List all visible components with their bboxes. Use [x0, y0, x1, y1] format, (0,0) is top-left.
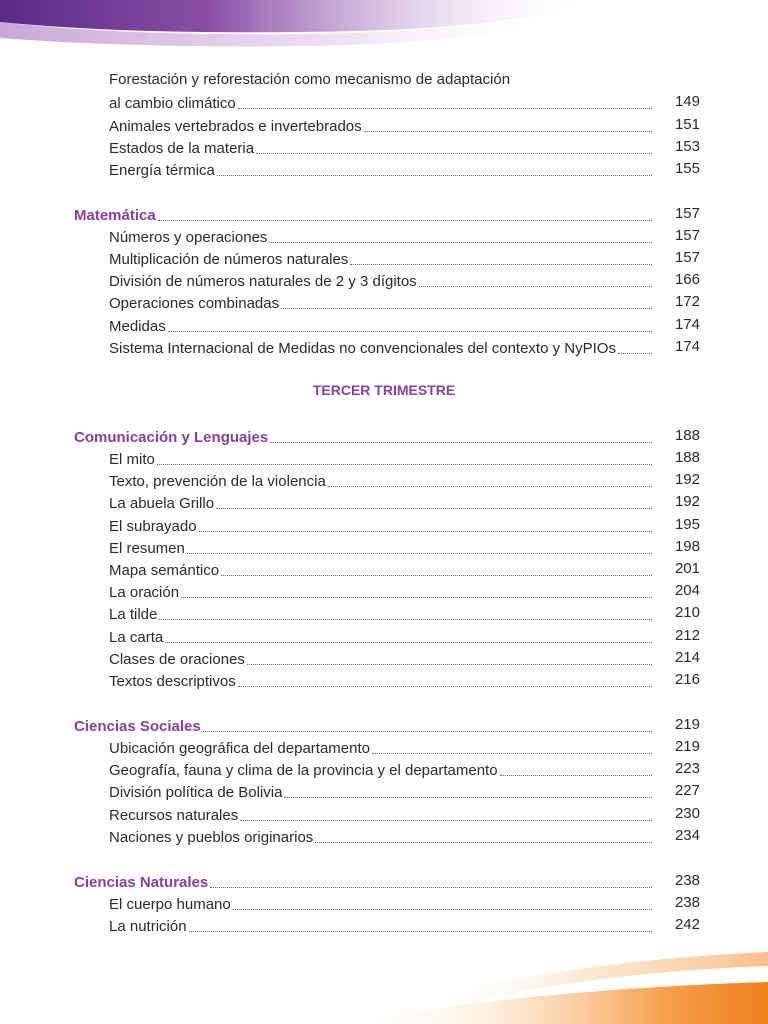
- toc-entry-label: Recursos naturales: [109, 807, 239, 824]
- toc-entry-label: La nutrición: [109, 918, 187, 935]
- page-number: 151: [674, 116, 700, 133]
- dot-leader: [233, 908, 652, 910]
- page-number: 204: [674, 582, 700, 599]
- toc-entry-label: Estados de la materia: [109, 140, 255, 157]
- page-number: 219: [674, 716, 700, 733]
- toc-entry: [0, 536, 768, 558]
- toc-entry: [0, 91, 768, 113]
- toc-entry: [0, 269, 768, 291]
- toc-entry: [0, 669, 768, 691]
- dot-leader: [618, 352, 652, 354]
- dot-leader: [419, 285, 652, 287]
- section-title: Comunicación y Lenguajes: [74, 429, 269, 446]
- page-number: 192: [674, 493, 700, 510]
- toc-entry: [0, 602, 768, 624]
- toc-entry-label: Energía térmica: [109, 162, 215, 179]
- page-number: 198: [674, 538, 700, 555]
- page-number: 201: [674, 560, 700, 577]
- toc-entry: [0, 291, 768, 313]
- dot-leader: [238, 107, 652, 109]
- page-number: 223: [674, 760, 700, 777]
- dot-leader: [187, 552, 652, 554]
- toc-entry-label: Texto, prevención de la violencia: [109, 473, 326, 490]
- toc-entry: [0, 136, 768, 158]
- toc-entry: [0, 114, 768, 136]
- toc-entry-label: al cambio climático: [109, 95, 236, 112]
- toc-entry-label: Números y operaciones: [109, 229, 268, 246]
- page-number: 227: [674, 782, 700, 799]
- dot-leader: [256, 152, 652, 154]
- page-number: 174: [674, 316, 700, 333]
- page-number: 230: [674, 805, 700, 822]
- toc-entry-label: Animales vertebrados e invertebrados: [109, 118, 362, 135]
- toc-entry: [0, 758, 768, 780]
- toc-entry-label: Naciones y pueblos originarios: [109, 829, 314, 846]
- trimester-heading: TERCER TRIMESTRE: [312, 382, 456, 398]
- page-number: 219: [674, 738, 700, 755]
- toc-entry-label: La carta: [109, 629, 164, 646]
- page-number: 166: [674, 271, 700, 288]
- toc-section-entry: [0, 714, 768, 736]
- page-number: 174: [674, 338, 700, 355]
- page-number: 157: [674, 249, 700, 266]
- toc-entry: [0, 469, 768, 491]
- dot-leader: [372, 752, 652, 754]
- dot-leader: [216, 507, 652, 509]
- toc-entry: [0, 314, 768, 336]
- toc-entry-label: Clases de oraciones: [109, 651, 245, 668]
- toc-entry: [0, 892, 768, 914]
- toc-entry-label: El subrayado: [109, 518, 197, 535]
- dot-leader: [500, 774, 652, 776]
- dot-leader: [240, 819, 652, 821]
- page-number: 192: [674, 471, 700, 488]
- dot-leader: [315, 841, 652, 843]
- dot-leader: [328, 485, 652, 487]
- toc-entry-label: Medidas: [109, 318, 166, 335]
- dot-leader: [270, 441, 652, 443]
- toc-entry-label: El resumen: [109, 540, 185, 557]
- page-number: 155: [674, 160, 700, 177]
- toc-section-entry: [0, 870, 768, 892]
- toc-entry-label: La oración: [109, 584, 180, 601]
- toc-entry-label: La tilde: [109, 606, 158, 623]
- page-number: 212: [674, 627, 700, 644]
- dot-leader: [269, 241, 652, 243]
- dot-leader: [165, 641, 652, 643]
- toc-entry: [0, 780, 768, 802]
- dot-leader: [364, 130, 652, 132]
- toc-entry-label: Mapa semántico: [109, 562, 220, 579]
- dot-leader: [210, 886, 652, 888]
- toc-entry-label: División política de Bolivia: [109, 784, 283, 801]
- toc-entry-label: Ubicación geográfica del departamento: [109, 740, 370, 757]
- dot-leader: [217, 174, 652, 176]
- toc-entry: [0, 247, 768, 269]
- page-number: 242: [674, 916, 700, 933]
- toc-entry: [0, 158, 768, 180]
- page-number: 234: [674, 827, 700, 844]
- section-title: Ciencias Naturales: [74, 874, 209, 891]
- toc-entry: [0, 514, 768, 536]
- section-title: Ciencias Sociales: [74, 718, 201, 735]
- toc-entry: [0, 336, 768, 358]
- toc-entry: [0, 225, 768, 247]
- page-number: 238: [674, 872, 700, 889]
- toc-entry: [0, 647, 768, 669]
- toc-entry-label: Multiplicación de números naturales: [109, 251, 349, 268]
- dot-leader: [181, 596, 652, 598]
- dot-leader: [238, 685, 652, 687]
- toc-entry: [0, 447, 768, 469]
- page-number: 153: [674, 138, 700, 155]
- page-number: 188: [674, 449, 700, 466]
- toc-entry-label: El mito: [109, 451, 155, 468]
- toc-section-entry: [0, 425, 768, 447]
- section-title: Matemática: [74, 207, 156, 224]
- toc-entry: [0, 69, 768, 91]
- toc-entry-label: Forestación y reforestación como mecanismo de adaptación: [109, 71, 511, 88]
- toc-section-entry: [0, 203, 768, 225]
- toc-entry: [0, 558, 768, 580]
- toc-entry: [0, 803, 768, 825]
- page-number: 149: [674, 93, 700, 110]
- dot-leader: [159, 618, 652, 620]
- toc-entry-label: El cuerpo humano: [109, 896, 231, 913]
- page-number: 238: [674, 894, 700, 911]
- page-number: 195: [674, 516, 700, 533]
- dot-leader: [168, 330, 652, 332]
- toc-entry: [0, 825, 768, 847]
- dot-leader: [158, 219, 652, 221]
- page-number: 157: [674, 227, 700, 244]
- dot-leader: [284, 796, 652, 798]
- toc-entry: [0, 580, 768, 602]
- dot-leader: [199, 530, 652, 532]
- toc-entry-label: Geografía, fauna y clima de la provincia y el departamento: [109, 762, 498, 779]
- toc-entry-label: División de números naturales de 2 y 3 dígitos: [109, 273, 417, 290]
- toc-entry: [0, 914, 768, 936]
- page-number: 188: [674, 427, 700, 444]
- dot-leader: [189, 930, 652, 932]
- page-number: 210: [674, 604, 700, 621]
- toc-entry-label: Operaciones combinadas: [109, 295, 280, 312]
- toc-entry: [0, 736, 768, 758]
- toc-entry: [0, 625, 768, 647]
- dot-leader: [247, 663, 652, 665]
- dot-leader: [203, 730, 652, 732]
- page-number: 157: [674, 205, 700, 222]
- dot-leader: [281, 307, 652, 309]
- dot-leader: [221, 574, 652, 576]
- page-number: 172: [674, 293, 700, 310]
- dot-leader: [157, 463, 652, 465]
- page-number: 214: [674, 649, 700, 666]
- dot-leader: [350, 263, 652, 265]
- toc-entry-label: La abuela Grillo: [109, 495, 215, 512]
- toc-entry-label: Textos descriptivos: [109, 673, 236, 690]
- toc-entry-label: Sistema Internacional de Medidas no convencionales del contexto y NyPIOs: [109, 340, 616, 357]
- toc-entry: [0, 491, 768, 513]
- page-number: 216: [674, 671, 700, 688]
